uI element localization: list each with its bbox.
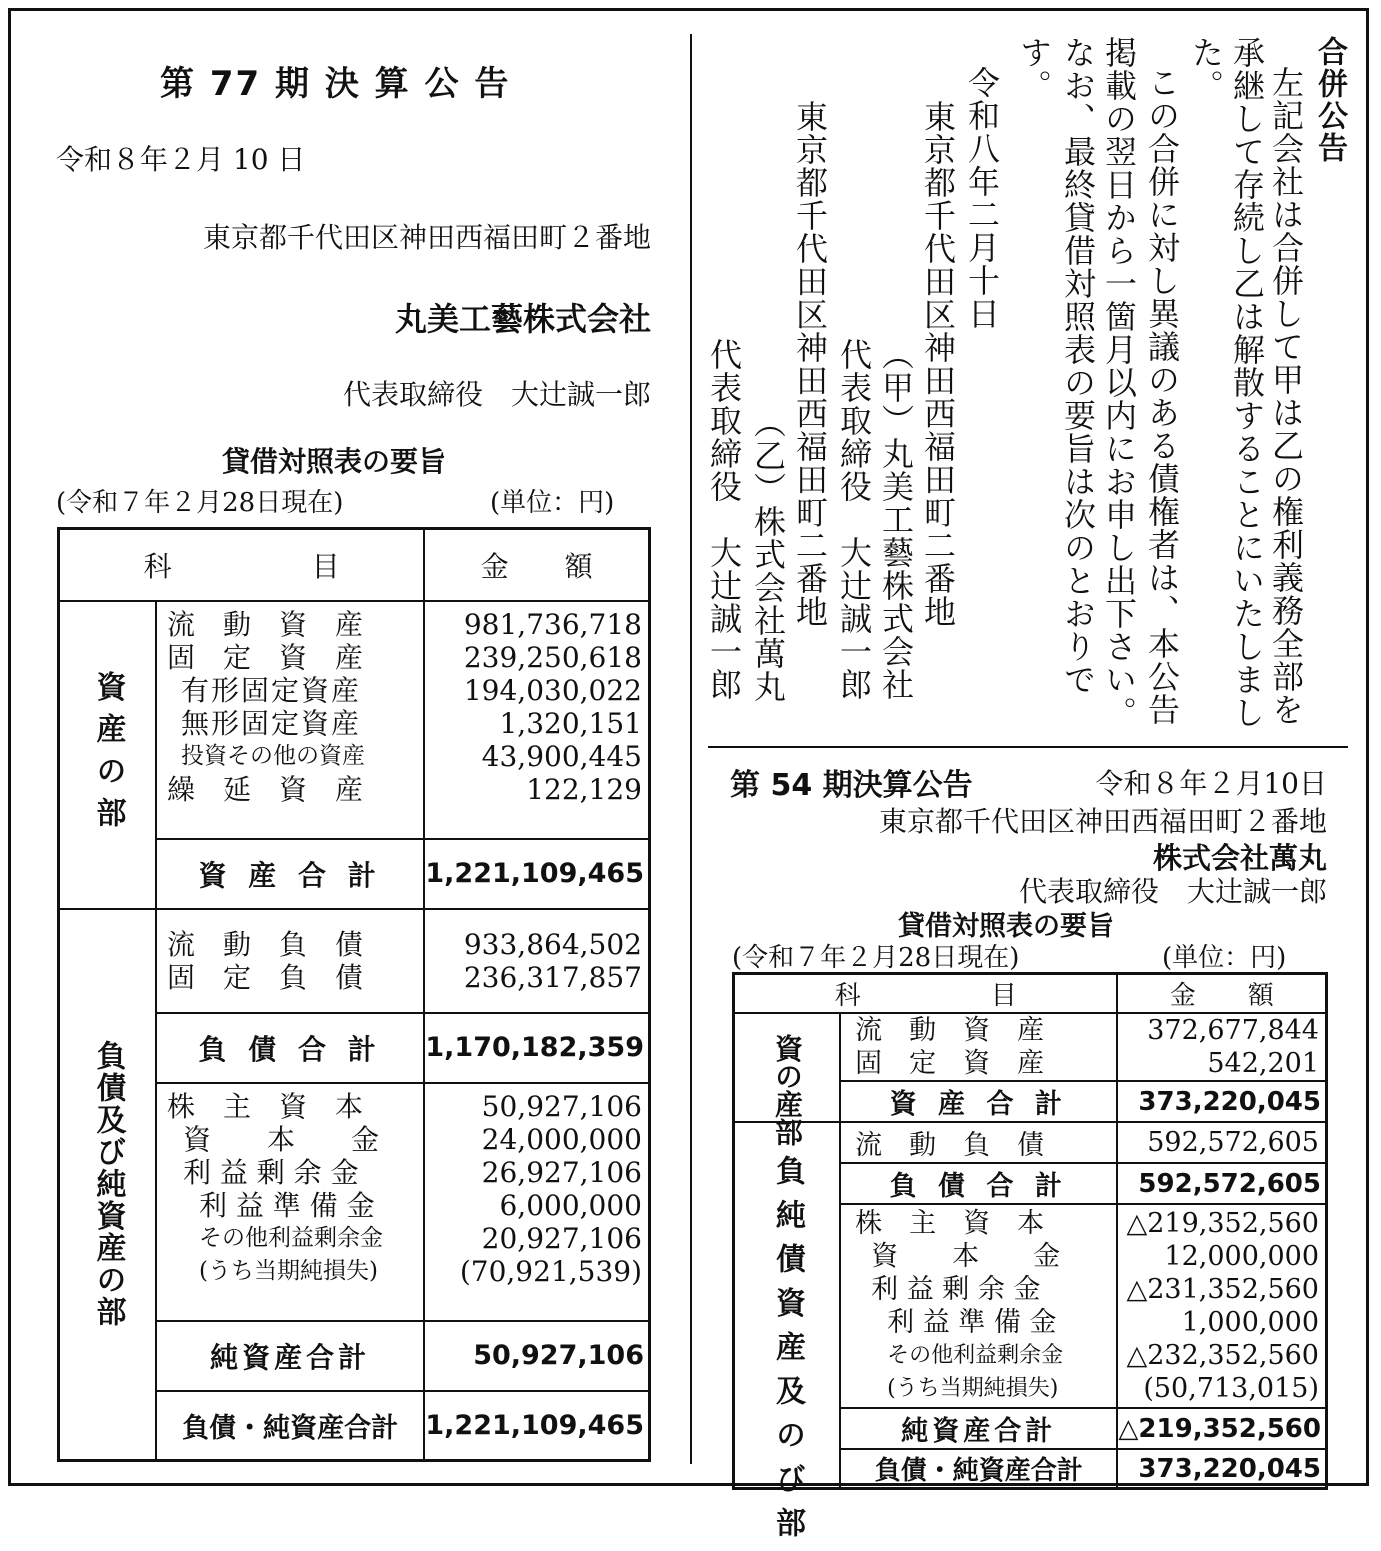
- left-equity-value: 6,000,000: [499, 1188, 642, 1222]
- left-asset-value: 194,030,022: [463, 673, 642, 707]
- left-equity-value: 26,927,106: [481, 1155, 642, 1189]
- left-asset-label: 流 動 資 産: [166, 607, 363, 641]
- merger-address-1: 東京都千代田区神田西福田町二番地: [919, 100, 957, 628]
- right-asset-label: 固 定 資 産: [855, 1048, 1045, 1079]
- left-equity-total-value: 50,927,106: [424, 1321, 649, 1391]
- left-asset-label: 固 定 資 産: [166, 640, 363, 674]
- merger-address-2: 東京都千代田区神田西福田町二番地: [791, 100, 829, 628]
- left-asset-label: 繰 延 資 産: [166, 772, 363, 806]
- left-asset-value: 1,320,151: [499, 706, 642, 740]
- left-equity-value: (70,921,539): [459, 1254, 642, 1288]
- right-equity-label: 利 益 剰 余 金: [871, 1274, 1041, 1305]
- left-asset-value: 122,129: [526, 772, 642, 806]
- left-date: 令和８年２月 10 日: [56, 143, 306, 176]
- right-equity-total-value: △219,352,560: [1117, 1408, 1326, 1449]
- left-equity-labels: [156, 1083, 424, 1321]
- left-equity-total-label: 純資産合計: [156, 1321, 424, 1391]
- left-equity-label: 利 益 準 備 金: [198, 1188, 375, 1222]
- left-liab-total-label: 負 債 合 計: [156, 1013, 424, 1083]
- right-unit: (単位：円): [1162, 943, 1287, 973]
- right-liab-total-label: 負 債 合 計: [840, 1163, 1117, 1204]
- right-company: 株式会社萬丸: [1152, 841, 1327, 875]
- right-header-item: 科 目: [734, 974, 1118, 1014]
- right-equity-value: 1,000,000: [1181, 1307, 1319, 1338]
- right-equity-label: 株 主 資 本: [855, 1208, 1045, 1239]
- left-header-amount: 金 額: [424, 529, 649, 601]
- right-assets-values: [1117, 1013, 1326, 1081]
- left-liab-value: 933,864,502: [463, 927, 642, 961]
- right-equity-value: △219,352,560: [1126, 1208, 1319, 1239]
- left-liab-section: 負債及び純資産の部: [59, 909, 156, 1461]
- merger-rep-2: 代表取締役 大辻誠一郎: [705, 338, 743, 701]
- left-address: 東京都千代田区神田西福田町２番地: [202, 221, 651, 254]
- merger-line: 左記会社は合併して甲は乙の権利義務全部を: [1267, 66, 1305, 726]
- left-equity-value: 20,927,106: [481, 1221, 642, 1255]
- left-grand-total-value: 1,221,109,465: [424, 1391, 649, 1461]
- merger-title: 合併公告: [1312, 36, 1347, 164]
- right-liab-total-value: 592,572,605: [1117, 1163, 1326, 1204]
- left-equity-label: その他利益剰余金: [198, 1224, 383, 1251]
- right-equity-value: (50,713,015): [1143, 1373, 1319, 1404]
- left-grand-total-label: 負債・純資産合計: [156, 1391, 424, 1461]
- right-asset-value: 542,201: [1207, 1048, 1319, 1079]
- left-liab-labels: [156, 909, 424, 1013]
- left-unit: (単位：円): [490, 488, 615, 518]
- left-equity-label: (うち当期純損失): [198, 1257, 378, 1284]
- left-assets-values: [424, 601, 649, 839]
- left-asset-label: 有形固定資産: [180, 673, 361, 707]
- left-assets-section: 資産の部: [59, 601, 156, 909]
- left-liab-label: 流 動 負 債: [166, 927, 363, 961]
- left-equity-value: 24,000,000: [481, 1122, 642, 1156]
- left-liab-label: 固 定 負 債: [166, 960, 363, 994]
- left-asset-label: 投資その他の資産: [180, 742, 365, 769]
- merger-line: この合併に対し異議のある債権者は、本公告: [1143, 66, 1181, 726]
- right-assets-section: 資の産部: [734, 1013, 841, 1122]
- right-as-of: (令和７年２月28日現在): [732, 943, 1020, 973]
- left-balance-sheet: [57, 527, 651, 1462]
- right-liab-label: 流 動 負 債: [840, 1122, 1117, 1163]
- right-equity-label: 資 本 金: [871, 1241, 1061, 1272]
- right-equity-label: (うち当期純損失): [887, 1376, 1059, 1401]
- left-assets-total-label: 資 産 合 計: [156, 839, 424, 909]
- left-asset-label: 無形固定資産: [180, 706, 361, 740]
- left-assets-labels: [156, 601, 424, 839]
- right-title: 第 54 期決算公告: [730, 768, 973, 803]
- merger-line: 承継して存続し乙は解散することにいたしまし: [1228, 36, 1266, 729]
- right-header-amount: 金 額: [1117, 974, 1326, 1014]
- right-liab-section: 負純債資産及のび部: [734, 1122, 841, 1489]
- right-date: 令和８年２月10日: [1095, 767, 1327, 800]
- right-asset-value: 372,677,844: [1147, 1015, 1319, 1046]
- right-equity-label: その他利益剰余金: [887, 1343, 1064, 1368]
- merger-company-2: （乙）株式会社萬丸: [749, 406, 787, 703]
- left-equity-value: 50,927,106: [481, 1089, 642, 1123]
- right-assets-total-value: 373,220,045: [1117, 1081, 1326, 1122]
- right-equity-value: △232,352,560: [1126, 1340, 1319, 1371]
- right-bs-title: 貸借対照表の要旨: [898, 911, 1114, 942]
- right-divider: [708, 746, 1348, 748]
- center-divider: [690, 34, 692, 1464]
- left-liab-values: [424, 909, 649, 1013]
- right-asset-label: 流 動 資 産: [855, 1015, 1045, 1046]
- merger-company-1: （甲）丸美工藝株式会社: [877, 338, 915, 701]
- right-equity-value: 12,000,000: [1164, 1241, 1319, 1272]
- right-assets-total-label: 資 産 合 計: [840, 1081, 1117, 1122]
- merger-line: す。: [1015, 36, 1053, 102]
- merger-line: 掲載の翌日から一箇月以内にお申し出下さい。: [1100, 36, 1138, 729]
- left-bs-title: 貸借対照表の要旨: [222, 445, 447, 478]
- left-equity-label: 利 益 剰 余 金: [182, 1155, 359, 1189]
- left-title: 第 77 期 決 算 公 告: [160, 64, 511, 104]
- left-liab-total-value: 1,170,182,359: [424, 1013, 649, 1083]
- left-company: 丸美工藝株式会社: [394, 300, 651, 338]
- left-representative: 代表取締役 大辻誠一郎: [342, 378, 651, 411]
- left-equity-values: [424, 1083, 649, 1321]
- left-liab-value: 236,317,857: [463, 960, 642, 994]
- left-asset-value: 43,900,445: [481, 739, 642, 773]
- left-as-of: (令和７年２月28日現在): [56, 488, 344, 518]
- left-equity-label: 株 主 資 本: [166, 1089, 363, 1123]
- merger-line: た。: [1187, 36, 1225, 102]
- right-equity-values: [1117, 1204, 1326, 1408]
- right-grand-total-value: 373,220,045: [1117, 1449, 1326, 1489]
- right-equity-value: △231,352,560: [1126, 1274, 1319, 1305]
- right-equity-total-label: 純資産合計: [840, 1408, 1117, 1449]
- left-asset-value: 981,736,718: [463, 607, 642, 641]
- right-equity-label: 利 益 準 備 金: [887, 1307, 1057, 1338]
- merger-date: 令和八年二月十日: [963, 66, 1001, 330]
- right-grand-total-label: 負債・純資産合計: [840, 1449, 1117, 1489]
- right-equity-labels: [840, 1204, 1117, 1408]
- right-address: 東京都千代田区神田西福田町２番地: [878, 805, 1327, 838]
- left-assets-total-value: 1,221,109,465: [424, 839, 649, 909]
- right-liab-value: 592,572,605: [1117, 1122, 1326, 1163]
- left-asset-value: 239,250,618: [463, 640, 642, 674]
- right-balance-sheet: [732, 972, 1328, 1551]
- left-header-item: 科 目: [59, 529, 425, 601]
- merger-line: なお、最終貸借対照表の要旨は次のとおりで: [1059, 36, 1097, 696]
- merger-rep-1: 代表取締役 大辻誠一郎: [835, 338, 873, 701]
- right-assets-labels: [840, 1013, 1117, 1081]
- right-representative: 代表取締役 大辻誠一郎: [1018, 875, 1327, 908]
- left-equity-label: 資 本 金: [182, 1122, 379, 1156]
